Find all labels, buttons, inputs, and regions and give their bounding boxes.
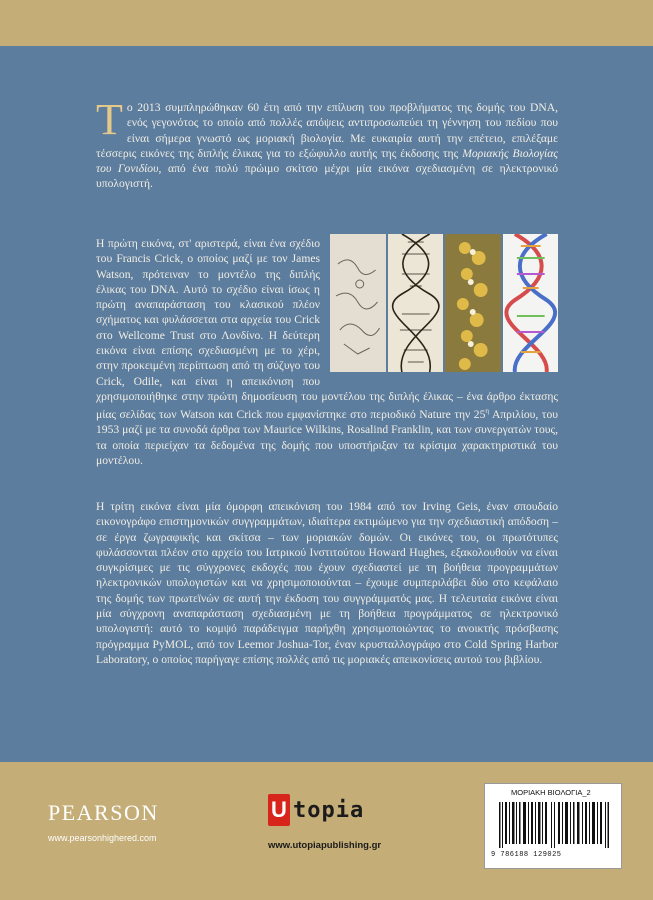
crick-sketch-image [330, 234, 386, 372]
odile-crick-helix-image [388, 234, 444, 372]
utopia-url[interactable]: www.utopiapublishing.gr [268, 840, 382, 851]
double-helix-images [330, 234, 558, 372]
drop-cap: Τ [96, 95, 123, 144]
utopia-logo-word: topia [293, 797, 365, 823]
isbn-digits: 9 786188 129025 [491, 851, 562, 859]
third-images-paragraph: Η τρίτη εικόνα είναι μία όμορφη απεικόνιση του 1984 από τον Irving Geis, έναν σπουδαίο εικονογράφο επιστημονικών συγγραμμάτων, ιδιαίτερα εκτιμώμενο για την σχεδιαστική απόδοση – σε έργα ζωγραφικής και σκίτσα – των μοριακών δομών. Οι εικόνες του, οι πρωτότυπες φυλάσσονται πλέον στο αρχείο του Ιατρικού Ινστιτούτου Howard Hughes, εξακολουθούν να είναι συγκρίσιμες με τις σύγχρονες εκδοχές που έχουν σχεδιαστεί με τη βοήθεια προγραμμάτων ηλεκτρονικών υπολογιστών και να χρησιμοποιούνται – έχουμε συμπεριλάβει δύο στο κεφάλαιο της δομής των πρωτεϊνών σε αυτή την έκδοση του συγγράμματός μας. Η τελευταία εικόνα είναι μία σύγχρονη αναπαράσταση σχεδιασμένη με τη βοήθεια προγράμματος σε ηλεκτρονικό υπολογιστή: αυτό το κομψό παράδειγμα παρήχθη χρησιμοποιώντας το ανοικτής πρόσβασης πρόγραμμα PyMOL, από τον Leemor Joshua-Tor, έναν κρυσταλλογράφο στο Cold Spring Harbor Laboratory, ο οποίος παρήγαγε επίσης πολλές από τις μοριακές απεικονίσεις αυτού του βιβλίου. [96, 500, 558, 666]
pymol-helix-image [503, 234, 559, 372]
top-band [0, 0, 653, 46]
pearson-logo: PEARSON [48, 800, 159, 825]
book-title: Μοριακής Βιολογίας του Γονιδίου [96, 146, 559, 176]
barcode-icon [499, 802, 609, 848]
pearson-url[interactable]: www.pearsonhighered.com [48, 833, 157, 843]
geis-helix-image [445, 234, 501, 372]
intro-paragraph: Το 2013 συμπληρώθηκαν 60 έτη από την επίλυση του προβλήματος της δομής του DNA, ενός γεγονότος το οποίο από πολλές απόψεις αντιπροσωπεύει τη γέννηση του πεδίου που είναι σήμερα γνωστό ως μοριακή βιολογία. Με ευκαιρία αυτή την επέτειο, επιλέξαμε τέσσερις εικόνες της διπλής έλικας για το εξώφυλλο αυτής της έκδοσης της Μοριακής Βιολογίας του Γονιδίου, από ένα πολύ πρώιμο σκίτσο μέχρι μία εικόνα σχεδιασμένη σε ηλεκτρονικό υπολογιστή. [96, 95, 559, 191]
first-images-paragraph: Η πρώτη εικόνα, στ' αριστερά, είναι ένα σχέδιο του Francis Crick, ο οποίος μαζί με τον James Watson, πρότειναν το μοντέλο της διπλής έλικας του DNA. Αυτό το σχέδιο είναι ίσως η πρώτη αναπαράσταση του κλασικού πλέον σχήματος και φυλάσσεται στα αρχεία του Crick στο Wellcome Trust στο Λονδίνο. Η δεύτερη εικόνα είναι επίσης σχεδιασμένη με το χέρι, στην προκειμένη περίπτωση από τη σύζυγο του Crick, Odile, και είναι η απεικόνιση που χρησιμοποιήθηκε στην πρώτη δημοσίευση του μοντέλου της διπλής έλικας – ένα άρθρο έκτασης μίας σελίδας των Watson και Crick που εμφανίστηκε στο περιοδικό Nature την $25^\eta$ Απριλίου, του 1953 μαζί με τα συνοδά άρθρα των Maurice Wilkins, Rosalind Franklin, και των συνεργατών τους, τα οποία περιείχαν τα δεδομένα της δομής που υποστήριξαν τα κρίσιμα χαρακτηριστικά του μοντέλου. [96, 237, 558, 468]
utopia-logo-mark: U [268, 794, 290, 826]
isbn-title: ΜΟΡΙΑΚΗ ΒΙΟΛΟΓΙΑ_2 [511, 788, 591, 797]
isbn-barcode-box [484, 783, 622, 869]
utopia-logo [268, 790, 364, 830]
